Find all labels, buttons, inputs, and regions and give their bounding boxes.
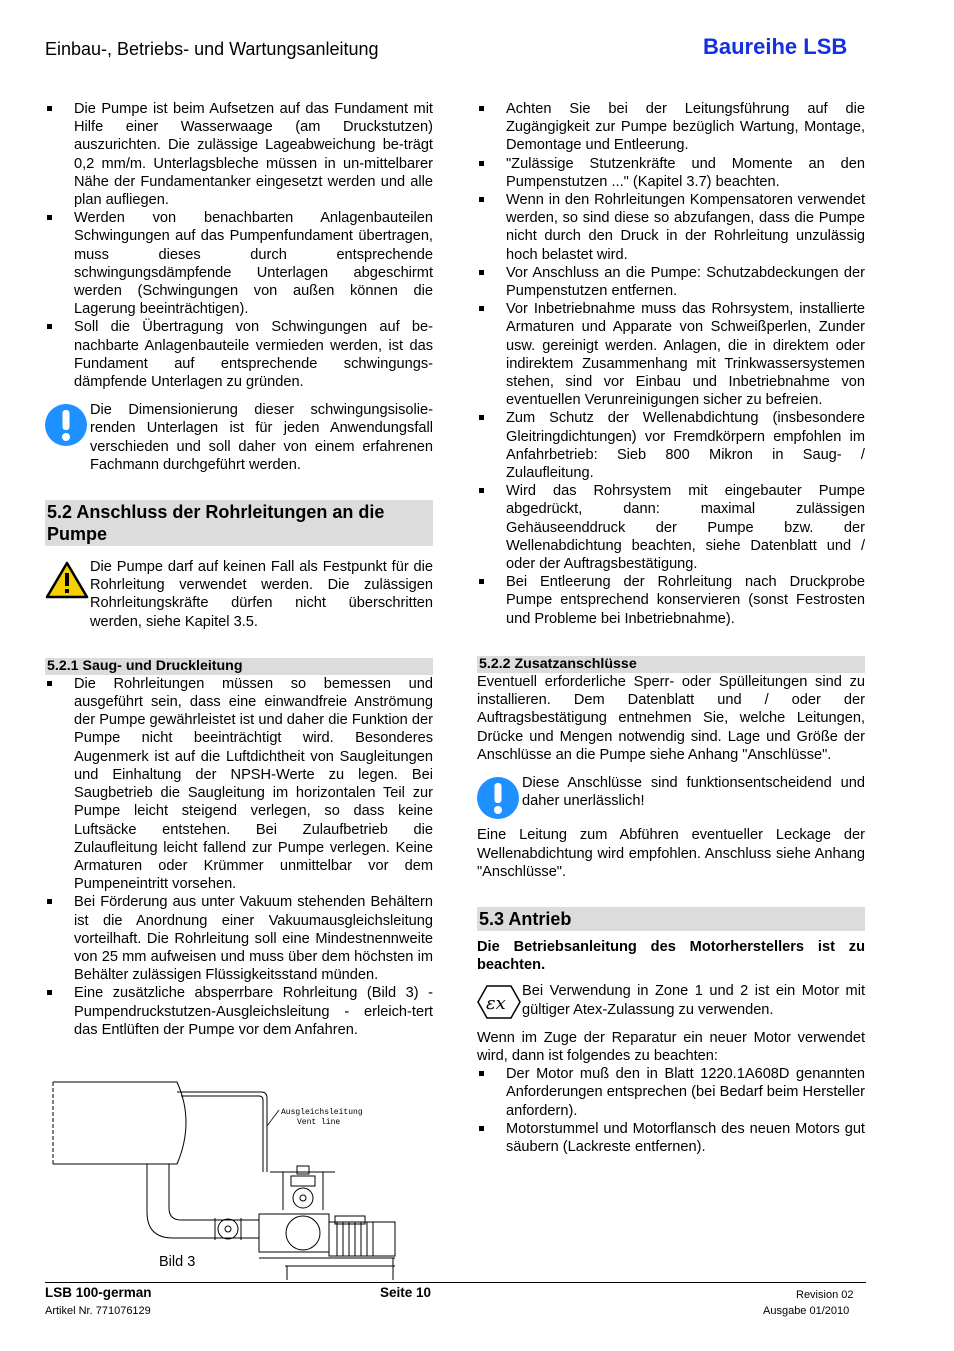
list-item: Eine zusätzliche absperrbare Rohrleitung (Bild 3) - Pumpendruckstutzen-Ausgleichsleitung - erleich-tert das Entlüften der Pumpe vor dem Anfahren. [45,984,433,1039]
list-item: Wenn in den Rohrleitungen Kompensatoren verwendet werden, so sind diese so abzufangen, dass die Pumpe nicht durch den Druck in der Rohrleitung unzulässig hoch belastet wird. [477,191,865,264]
subsection-heading: 5.2.1 Saug- und Druckleitung [45,658,433,675]
footer-page: Seite 10 [380,1285,432,1300]
list-item: Zum Schutz der Wellenabdichtung (insbesondere Gleitringdichtungen) vor Fremdkörpern empfohlen im Anfahrbetrieb: Sieb 800 Mikron in Saug- / Zulaufleitung. [477,409,865,482]
paragraph: Wenn im Zuge der Reparatur ein neuer Motor verwendet wird, dann ist folgendes zu beachten: [477,1029,865,1064]
list-item: Vor Inbetriebnahme muss das Rohrsystem, installierte Armaturen und Apparate von Schweißperlen, Zunder usw. gereinigt werden. Anlagen, die in direktem oder indirektem Zusammenhang mit Trinkwassersystemen stehen, sind vor Einbau und Inbetriebnahme von eventuellen Verunreinigungen sicher zu befreien. [477,300,865,409]
warning-triangle-icon [45,561,89,599]
subsection-heading: 5.2.2 Zusatzanschlüsse [477,656,865,673]
bullet-list [477,1065,865,1156]
figure-caption: Bild 3 [159,1254,196,1270]
note-text: Diese Anschlüsse sind funktionsentscheidend und daher unerlässlich! [522,774,865,810]
info-note [45,401,433,474]
note-text: Die Dimensionierung dieser schwingungsisolie-renden Unterlagen ist für jeden Anwendungsfall verschieden und soll daher von einem erfahrenen Fachmann durchgeführt werden. [90,402,433,473]
atex-icon [477,985,521,1019]
list-item: Vor Anschluss an die Pumpe: Schutzabdeckungen der Pumpenstutzen entfernen. [477,264,865,300]
list-item: Bei Entleerung der Rohrleitung nach Druckprobe Pumpe entsprechend konservieren (sonst Festrosten und Probleme bei Inbetriebnahme). [477,573,865,628]
bullet-list [45,675,433,1039]
figure-label-de: Ausgleichsleitung [281,1108,363,1117]
exclamation-icon [45,404,87,446]
footer-divider [45,1282,866,1283]
left-column [45,100,433,1039]
list-item: Wird das Rohrsystem mit eingebauter Pumpe abgedrückt, dann: maximal zulässigen Gehäuseenddruck der Pumpe bzw. der Wellenabdichtung beachten, siehe Datenblatt und / oder der Auftragsbestätigung. [477,482,865,573]
list-item: Soll die Übertragung von Schwingungen auf be-nachbarte Anlagenbauteile vermieden werden, ist das Fundament auf entsprechende schwingungs-dämpfende Unterlagen zu gründen. [45,318,433,391]
list-item: Die Pumpe ist beim Aufsetzen auf das Fundament mit Hilfe einer Wasserwaage (am Druckstutzen) auszurichten. Die zulässige Lageabweichung be-trägt 0,2 mm/m. Unterlagsbleche müssen in un-mittelbarer Nähe der Fundamentanker eingesetzt werden und alle plan aufliegen. [45,100,433,209]
paragraph: Eventuell erforderliche Sperr- oder Spülleitungen sind zu installieren. Dem Datenblatt und / oder der Auftragsbestätigung entnehmen Sie, welche Leitungen, Drücke und Mengen notwendig sind. Lage und Größe der Anschlüsse an die Pumpe siehe Anhang "Anschlüsse". [477,673,865,763]
header-title: Einbau-, Betriebs- und Wartungsanleitung [45,39,379,59]
svg-text:εx: εx [486,993,506,1015]
paragraph: Eine Leitung zum Abführen eventueller Leckage der Wellenabdichtung wird empfohlen. Anschluss siehe Anhang "Anschlüsse". [477,827,865,880]
bullet-list [45,100,433,391]
bullet-list [477,100,865,628]
warning-text: Die Pumpe darf auf keinen Fall als Festpunkt für die Rohrleitung verwendet werden. Die zulässigen Rohrleitungskräfte dürfen nicht überschritten werden, siehe Kapitel 3.5. [90,559,433,630]
list-item: Achten Sie bei der Leitungsführung auf die Zugängigkeit zur Pumpe bezüglich Wartung, Montage, Demontage und Entleerung. [477,100,865,155]
bold-paragraph: Die Betriebsanleitung des Motorherstellers ist zu beachten. [477,938,865,974]
list-item: Werden von benachbarten Anlagenbauteilen Schwingungen auf das Pumpenfundament übertragen, muss dieses durch entsprechende schwingungsdämpfende Unterlagen abgeschirmt werden (Schwingungen von außen können die Lagerung beeinträchtigen). [45,209,433,318]
info-note [477,774,865,810]
footer-revision: Revision 02 [796,1289,854,1301]
series-title: Baureihe LSB [703,34,848,59]
list-item: Die Rohrleitungen müssen so bemessen und ausgeführt sein, dass eine einwandfreie Anströmung der Pumpe gewährleistet ist und daher die Funktion der Pumpe nicht beeinträchtigt wird. Besonderes Augenmerk ist auf die Luftdichtheit von Saugleitungen und Einhaltung der NPSH-Werte zu legen. Bei Saugbetrieb die Saugleitung im horizontalen Teil zur Pumpe leicht steigend verlegen, so dass keine Luftsäcke entstehen. Bei Zulaufbetrieb die Zulaufleitung leicht fallend zur Pumpe verlegen. Keine Armaturen oder Krümmer unmittelbar vor dem Pumpeneintritt vorsehen. [45,675,433,893]
atex-note [477,982,865,1018]
section-heading: 5.3 Antrieb [477,907,865,931]
footer-doc: LSB 100-german [45,1285,152,1300]
pump-figure [45,1080,437,1280]
section-heading: 5.2 Anschluss der Rohrleitungen an die Pumpe [45,500,433,546]
list-item: Der Motor muß den in Blatt 1220.1A608D genannten Anforderungen entsprechen (bei Bedarf beim Hersteller anfordern). [477,1065,865,1120]
atex-text: Bei Verwendung in Zone 1 und 2 ist ein Motor mit gültiger Atex-Zulassung zu verwenden. [522,983,865,1018]
figure-label-en: Vent line [297,1118,341,1127]
list-item: Bei Förderung aus unter Vakuum stehenden Behältern ist die Anordnung einer Vakuumausgleichsleitung vorteilhaft. Die Rohrleitung soll eine Mindestnennweite von 25 mm aufweisen und muss über dem höchsten im Behälter zulässigen Flüssigkeitsstand münden. [45,893,433,984]
footer-article: Artikel Nr. 771076129 [45,1305,151,1317]
right-column [477,100,865,1156]
warning-note [45,558,433,631]
list-item: Motorstummel und Motorflansch des neuen Motors gut säubern (Lackreste entfernen). [477,1120,865,1156]
exclamation-icon [477,777,519,819]
list-item: "Zulässige Stutzenkräfte und Momente an den Pumpenstutzen ..." (Kapitel 3.7) beachten. [477,155,865,191]
footer-edition: Ausgabe 01/2010 [763,1305,850,1317]
